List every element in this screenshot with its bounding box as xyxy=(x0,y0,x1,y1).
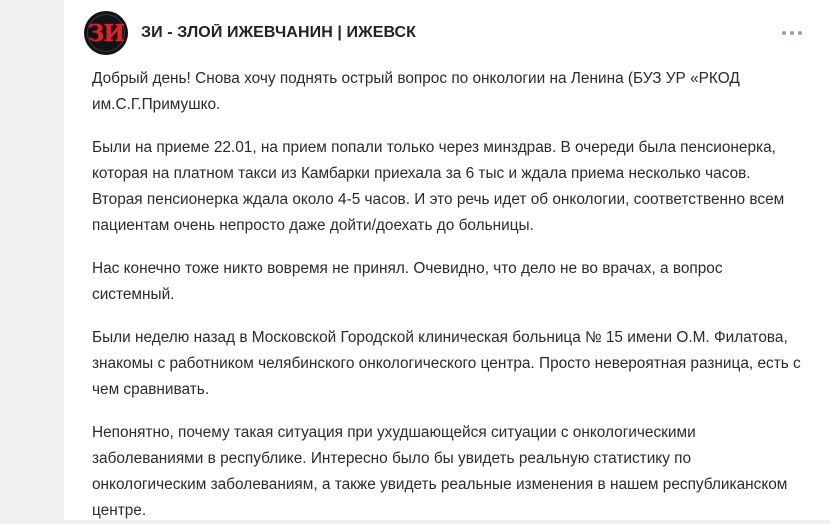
post-paragraph: Непонятно, почему такая ситуация при ухудшающейся ситуации с онкологическими заболеваниями в республике. Интересно было бы увидеть реальную статистику по онкологическим заболеваниям, а также увидеть реальные изменения в нашем республиканском центре. xyxy=(92,424,788,519)
post-paragraph: Нас конечно тоже никто вовремя не принял. Очевидно, что дело не во врачах, а вопрос системный. xyxy=(92,260,723,303)
post-paragraph: Были неделю назад в Московской Городской клиническая больница № 15 имени О.М. Филатова, знакомы с работником челябинского онкологического центра. Просто невероятная разница, есть с чем сравнивать. xyxy=(92,329,801,398)
more-dot-3 xyxy=(798,31,802,35)
post-author-name[interactable]: ЗИ - ЗЛОЙ ИЖЕВЧАНИН | ИЖЕВСК xyxy=(141,24,417,41)
page-left-gutter xyxy=(0,0,64,520)
more-dot-1 xyxy=(782,31,786,35)
post-paragraph: Добрый день! Снова хочу поднять острый вопрос по онкологии на Ленина (БУЗ УР «РКОД им.С.Г.Примушко. xyxy=(92,70,740,113)
post-card xyxy=(64,0,831,520)
post-header xyxy=(64,0,831,66)
avatar[interactable] xyxy=(84,11,128,55)
avatar-monogram: ЗИ xyxy=(87,19,125,47)
post-paragraph: Были на приеме 22.01, на прием попали только через минздрав. В очереди была пенсионерка, которая на платном такси из Камбарки приехала за 6 тыс и ждала приема несколько часов. Вторая пенсионерка ждала около 4-5 часов. И это речь идет об онкологии, соответственно всем пациентам очень непросто даже дойти/доехать до больницы. xyxy=(92,139,785,234)
post-text-body xyxy=(64,66,831,524)
more-dot-2 xyxy=(790,31,794,35)
more-options-icon[interactable] xyxy=(775,21,809,45)
